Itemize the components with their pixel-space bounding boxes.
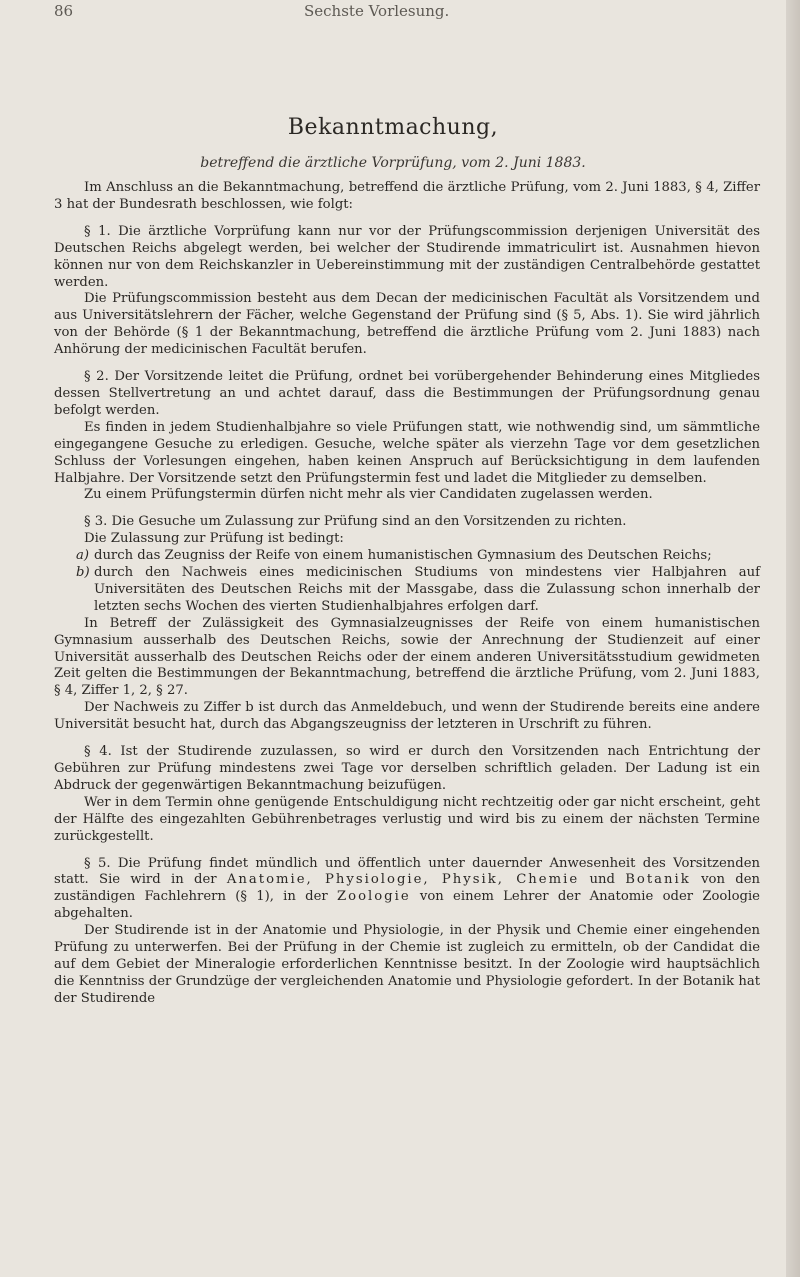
subject-zoologie: Zoologie bbox=[336, 889, 411, 905]
section-5-text-4: von einem Lehrer der Anatomie oder Zoologie abgehalten. bbox=[54, 889, 760, 922]
document-title: Bekanntmachung, bbox=[287, 115, 499, 140]
page-edge bbox=[786, 0, 800, 1277]
section-5-text-1: § 5. Die Prüfung findet mündlich und öffentlich unter dauernder Anwesenheit des Vorsitzenden statt. Sie wird in der bbox=[54, 855, 760, 888]
section-3-paragraph: § 3. Die Gesuche um Zulassung zur Prüfung sind an den Vorsitzenden zu richten. bbox=[84, 514, 627, 530]
subject-list: Anatomie, Physiologie, Physik, Chemie bbox=[226, 872, 580, 888]
section-5-paragraph bbox=[54, 856, 760, 924]
section-3-paragraph-4: Der Nachweis zu Ziffer b ist durch das Anmeldebuch, und wenn der Studirende bereits eine andere Universität besucht hat, durch das Abgangszeugniss der letzteren in Urschrift zu führen. bbox=[54, 700, 760, 733]
section-5-text-3: von den zuständigen Fachlehrern (§ 1), in der bbox=[54, 872, 761, 905]
section-3-paragraph-3: In Betreff der Zulässigkeit des Gymnasialzeugnisses der Reife von einem humanistischen Gymnasium ausserhalb des Deutschen Reichs, sowie der Anrechnung der Studienzeit auf einer Universität ausserhalb des Deutschen Reichs oder der einem anderen Universitätsstudium gewidmeten Zeit gelten die Bestimmungen der Bekanntmachung, betreffend die ärztliche Prüfung, vom 2. Juni 1883, § 4, Ziffer 1, 2, § 27. bbox=[54, 615, 760, 699]
list-item-a-text: durch das Zeugniss der Reife von einem humanistischen Gymnasium des Deutschen Reichs; bbox=[94, 548, 712, 564]
list-marker-a: a) bbox=[76, 548, 90, 564]
section-2-paragraph-2: Es finden in jedem Studienhalbjahre so viele Prüfungen statt, wie nothwendig sind, um sämmtliche eingegangene Gesuche zu erledigen. Gesuche, welche später als vierzehn Tage vor dem gesetzlichen Schluss der Vorlesungen eingehen, haben keinen Anspruch auf Berücksichtigung in dem laufenden Halbjahre. Der Vorsitzende setzt den Prüfungstermin fest und ladet die Mitglieder zu demselben. bbox=[54, 419, 760, 486]
list-marker-b: b) bbox=[76, 565, 90, 581]
subject-botanik: Botanik bbox=[625, 872, 691, 888]
list-item-b bbox=[54, 565, 760, 616]
running-title: Sechste Vorlesung. bbox=[304, 2, 450, 20]
intro-paragraph: Im Anschluss an die Bekanntmachung, betreffend die ärztliche Prüfung, vom 2. Juni 1883, § 4, Ziffer 3 hat der Bundesrath beschlossen, wie folgt: bbox=[54, 180, 760, 212]
section-1-paragraph: § 1. Die ärztliche Vorprüfung kann nur vor der Prüfungscommission derjenigen Universität des Deutschen Reichs abgelegt werden, bei welcher der Studirende immatriculirt ist. Ausnahmen hievon können nur von dem Reichskanzler in Uebereinstimmung mit der zuständigen Centralbehörde gestattet werden. bbox=[54, 223, 760, 290]
section-5-text-2: und bbox=[589, 872, 615, 888]
section-2-paragraph-3: Zu einem Prüfungstermin dürfen nicht mehr als vier Candidaten zugelassen werden. bbox=[84, 487, 653, 503]
text-body bbox=[54, 180, 760, 1008]
section-1-paragraph-2: Die Prüfungscommission besteht aus dem Decan der medicinischen Facultät als Vorsitzendem und aus Universitätslehrern der Fächer, welche Gegenstand der Prüfung sind (§ 5, Abs. 1). Sie wird jährlich von der Behörde (§ 1 der Bekanntmachung, betreffend die ärztliche Prüfung vom 2. Juni 1883) nach Anhörung der medicinischen Facultät berufen. bbox=[54, 291, 760, 358]
section-3-paragraph-2: Die Zulassung zur Prüfung ist bedingt: bbox=[84, 531, 344, 547]
section-4-paragraph: § 4. Ist der Studirende zuzulassen, so wird er durch den Vorsitzenden nach Entrichtung der Gebühren zur Prüfung mindestens zwei Tage vor derselben schriftlich geladen. Der Ladung ist ein Abdruck der gegenwärtigen Bekanntmachung beizufügen. bbox=[54, 744, 760, 793]
list-item-a bbox=[54, 548, 760, 565]
section-4-paragraph-2: Wer in dem Termin ohne genügende Entschuldigung nicht rechtzeitig oder gar nicht erscheint, geht der Hälfte des eingezahlten Gebührenbetrages verlustig und wird bis zu einem der nächsten Termine zurückgestellt. bbox=[54, 794, 760, 844]
page-number: 86 bbox=[54, 2, 74, 20]
section-5-paragraph-2: Der Studirende ist in der Anatomie und Physiologie, in der Physik und Chemie einer eingehenden Prüfung zu unterwerfen. Bei der Prüfung in der Chemie ist zugleich zu ermitteln, ob der Candidat die auf dem Gebiet der Mineralogie erforderlichen Kenntnisse besitzt. In der Zoologie wird hauptsächlich die Kenntniss der Grundzüge der vergleichenden Anatomie und Physiologie gefordert. In der Botanik hat der Studirende bbox=[54, 923, 760, 1006]
section-2-paragraph: § 2. Der Vorsitzende leitet die Prüfung, ordnet bei vorübergehender Behinderung eines Mitgliedes dessen Stellvertretung an und achtet darauf, dass die Bestimmungen der Prüfungsordnung genau befolgt werden. bbox=[54, 369, 760, 418]
running-header bbox=[54, 2, 754, 22]
document-subtitle: betreffend die ärztliche Vorprüfung, vom 2. Juni 1883. bbox=[200, 155, 586, 171]
list-item-b-text: durch den Nachweis eines medicinischen Studiums von mindestens vier Halbjahren auf Universitäten des Deutschen Reichs mit der Massgabe, dass die Zulassung schon innerhalb der letzten sechs Wochen des vierten Studienhalbjahres erfolgen darf. bbox=[94, 565, 760, 614]
